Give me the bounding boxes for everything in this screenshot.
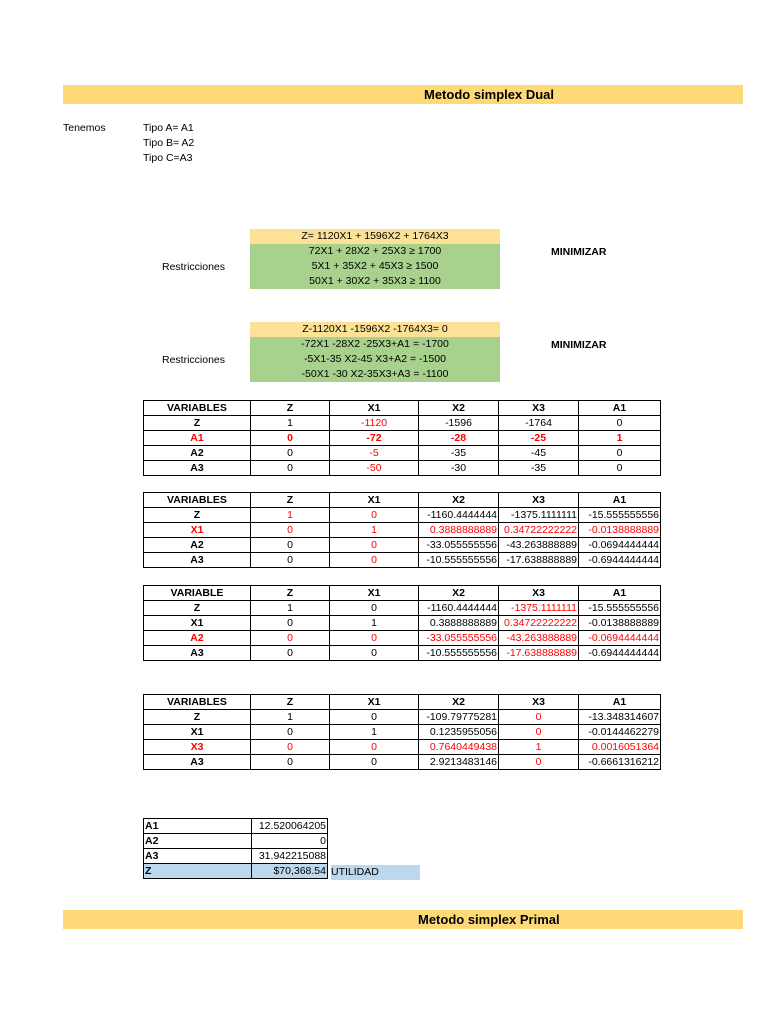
table-cell: -43.263888889	[499, 538, 579, 553]
table-cell: -17.638888889	[499, 553, 579, 568]
table-cell: -5	[330, 446, 419, 461]
table-cell: 0	[251, 740, 330, 755]
table-row	[144, 646, 661, 661]
solution-key: A3	[144, 849, 252, 864]
row-label: A1	[144, 431, 251, 446]
table-cell: 0	[251, 461, 330, 476]
table-cell: 0	[330, 508, 419, 523]
table-cell: 0	[251, 523, 330, 538]
column-header: Z	[251, 401, 330, 416]
model1-constraint-1: 72X1 + 28X2 + 25X3 ≥ 1700	[250, 244, 500, 259]
row-label: X1	[144, 616, 251, 631]
model1-box	[250, 229, 500, 289]
solution-row-a3	[144, 849, 328, 864]
dual-title-bar	[63, 85, 743, 104]
table-cell: 0	[579, 461, 661, 476]
table-cell: 0	[330, 740, 419, 755]
column-header: A1	[579, 695, 661, 710]
model1-restricciones-label: Restricciones	[162, 261, 226, 273]
model1-constraint-2: 5X1 + 35X2 + 45X3 ≥ 1500	[250, 259, 500, 274]
table-cell: 0	[330, 538, 419, 553]
table-cell: -0.0138888889	[579, 523, 661, 538]
table-cell: 0	[499, 725, 579, 740]
table-cell: -0.0144462279	[579, 725, 661, 740]
primal-title: Metodo simplex Primal	[418, 912, 560, 927]
column-header: VARIABLES	[144, 401, 251, 416]
table-header-row	[144, 401, 661, 416]
table-header-row	[144, 586, 661, 601]
column-header: Z	[251, 586, 330, 601]
table-cell: 1	[330, 725, 419, 740]
table-cell: -28	[419, 431, 499, 446]
column-header: X2	[419, 695, 499, 710]
table-cell: -1375.1111111	[499, 601, 579, 616]
table-cell: -72	[330, 431, 419, 446]
model2-box	[250, 322, 500, 382]
table-cell: 0	[499, 755, 579, 770]
column-header: X1	[330, 695, 419, 710]
tenemos-label: Tenemos	[63, 122, 106, 134]
solution-row-a2	[144, 834, 328, 849]
solution-key: A1	[144, 819, 252, 834]
column-header: X1	[330, 586, 419, 601]
table-cell: 0	[330, 553, 419, 568]
simplex-table-2	[143, 492, 661, 568]
table-cell: 0	[330, 755, 419, 770]
column-header: VARIABLES	[144, 493, 251, 508]
model2-constraint-2: -5X1-35 X2-45 X3+A2 = -1500	[250, 352, 500, 367]
table-row	[144, 416, 661, 431]
table-cell: -35	[499, 461, 579, 476]
column-header: X1	[330, 401, 419, 416]
table-cell: -10.555555556	[419, 553, 499, 568]
table-cell: 0	[251, 431, 330, 446]
row-label: X1	[144, 523, 251, 538]
column-header: Z	[251, 695, 330, 710]
solution-value: $70,368.54	[252, 864, 328, 879]
table-cell: 0.34722222222	[499, 523, 579, 538]
table-cell: 0	[251, 755, 330, 770]
table-cell: -1160.4444444	[419, 508, 499, 523]
table-cell: -1375.1111111	[499, 508, 579, 523]
row-label: A2	[144, 538, 251, 553]
table-row	[144, 538, 661, 553]
row-label: A3	[144, 553, 251, 568]
table-cell: 0	[579, 416, 661, 431]
model2-restricciones-label: Restricciones	[162, 354, 226, 366]
table-cell: -45	[499, 446, 579, 461]
row-label: Z	[144, 710, 251, 725]
column-header: X1	[330, 493, 419, 508]
solution-value: 31.942215088	[252, 849, 328, 864]
row-label: A3	[144, 461, 251, 476]
table-row	[144, 553, 661, 568]
table-cell: -0.0694444444	[579, 538, 661, 553]
table-cell: -33.055555556	[419, 631, 499, 646]
row-label: X1	[144, 725, 251, 740]
table-cell: 0	[251, 725, 330, 740]
table-row	[144, 431, 661, 446]
column-header: X3	[499, 493, 579, 508]
model2-constraint-3: -50X1 -30 X2-35X3+A3 = -1100	[250, 367, 500, 382]
table-row	[144, 631, 661, 646]
column-header: VARIABLES	[144, 695, 251, 710]
table-row	[144, 508, 661, 523]
simplex-table-1	[143, 400, 661, 476]
model1-objective: Z= 1120X1 + 1596X2 + 1764X3	[250, 229, 500, 244]
solution-table	[143, 818, 328, 879]
table-cell: 0	[330, 601, 419, 616]
row-label: Z	[144, 416, 251, 431]
row-label: X3	[144, 740, 251, 755]
table-cell: 0.7640449438	[419, 740, 499, 755]
row-label: A2	[144, 446, 251, 461]
model2-goal: MINIMIZAR	[551, 339, 607, 351]
column-header: A1	[579, 586, 661, 601]
table-row	[144, 740, 661, 755]
table-cell: 1	[251, 601, 330, 616]
table-cell: 0	[330, 631, 419, 646]
table-row	[144, 461, 661, 476]
table-cell: -0.6661316212	[579, 755, 661, 770]
table-cell: 1	[330, 616, 419, 631]
solution-key: A2	[144, 834, 252, 849]
simplex-table-3	[143, 585, 661, 661]
tipo-c-line: Tipo C=A3	[143, 152, 193, 164]
solution-row-z	[144, 864, 328, 879]
table-cell: -30	[419, 461, 499, 476]
table-cell: 1	[579, 431, 661, 446]
column-header: X3	[499, 401, 579, 416]
column-header: Z	[251, 493, 330, 508]
model1-goal: MINIMIZAR	[551, 246, 607, 258]
row-label: A3	[144, 755, 251, 770]
model1-constraint-3: 50X1 + 30X2 + 35X3 ≥ 1100	[250, 274, 500, 289]
primal-title-bar	[63, 910, 743, 929]
table-row	[144, 601, 661, 616]
column-header: X3	[499, 695, 579, 710]
table-row	[144, 446, 661, 461]
table-cell: 0.3888888889	[419, 616, 499, 631]
row-label: Z	[144, 601, 251, 616]
table-cell: -10.555555556	[419, 646, 499, 661]
model2-objective: Z-1120X1 -1596X2 -1764X3= 0	[250, 322, 500, 337]
tipo-b-line: Tipo B= A2	[143, 137, 195, 149]
solution-value: 0	[252, 834, 328, 849]
table-cell: 0	[579, 446, 661, 461]
utilidad-label: UTILIDAD	[331, 865, 420, 880]
table-cell: 0	[251, 538, 330, 553]
column-header: X2	[419, 401, 499, 416]
model2-constraint-1: -72X1 -28X2 -25X3+A1 = -1700	[250, 337, 500, 352]
row-label: A3	[144, 646, 251, 661]
table-row	[144, 616, 661, 631]
column-header: X2	[419, 493, 499, 508]
table-cell: -15.555555556	[579, 508, 661, 523]
table-cell: -0.6944444444	[579, 553, 661, 568]
table-cell: 0	[499, 710, 579, 725]
table-cell: 0	[251, 553, 330, 568]
table-header-row	[144, 493, 661, 508]
column-header: VARIABLE	[144, 586, 251, 601]
table-cell: 0.0016051364	[579, 740, 661, 755]
table-cell: 0	[251, 616, 330, 631]
table-cell: -109.79775281	[419, 710, 499, 725]
table-cell: -0.0138888889	[579, 616, 661, 631]
table-cell: -17.638888889	[499, 646, 579, 661]
table-cell: -0.0694444444	[579, 631, 661, 646]
table-row	[144, 755, 661, 770]
table-cell: 0.3888888889	[419, 523, 499, 538]
table-row	[144, 710, 661, 725]
table-cell: 1	[499, 740, 579, 755]
table-cell: 0	[251, 646, 330, 661]
column-header: X2	[419, 586, 499, 601]
simplex-table-4	[143, 694, 661, 770]
table-cell: -1120	[330, 416, 419, 431]
table-cell: -15.555555556	[579, 601, 661, 616]
table-cell: -1596	[419, 416, 499, 431]
column-header: A1	[579, 401, 661, 416]
table-header-row	[144, 695, 661, 710]
table-cell: -1764	[499, 416, 579, 431]
row-label: A2	[144, 631, 251, 646]
solution-row-a1	[144, 819, 328, 834]
table-cell: -50	[330, 461, 419, 476]
table-cell: 0	[251, 631, 330, 646]
table-cell: -43.263888889	[499, 631, 579, 646]
table-cell: -0.6944444444	[579, 646, 661, 661]
table-cell: 0	[251, 446, 330, 461]
table-cell: 1	[251, 416, 330, 431]
table-cell: 1	[251, 710, 330, 725]
row-label: Z	[144, 508, 251, 523]
table-cell: 1	[330, 523, 419, 538]
dual-title: Metodo simplex Dual	[424, 87, 555, 102]
table-cell: 0	[330, 710, 419, 725]
table-cell: -13.348314607	[579, 710, 661, 725]
table-cell: 0.1235955056	[419, 725, 499, 740]
table-cell: -35	[419, 446, 499, 461]
table-cell: -25	[499, 431, 579, 446]
column-header: A1	[579, 493, 661, 508]
table-cell: -1160.4444444	[419, 601, 499, 616]
table-row	[144, 523, 661, 538]
column-header: X3	[499, 586, 579, 601]
tipo-a-line: Tipo A= A1	[143, 122, 194, 134]
table-cell: 0.34722222222	[499, 616, 579, 631]
table-cell: 2.9213483146	[419, 755, 499, 770]
table-cell: -33.055555556	[419, 538, 499, 553]
solution-key: Z	[144, 864, 252, 879]
solution-value: 12.520064205	[252, 819, 328, 834]
table-row	[144, 725, 661, 740]
table-cell: 1	[251, 508, 330, 523]
table-cell: 0	[330, 646, 419, 661]
